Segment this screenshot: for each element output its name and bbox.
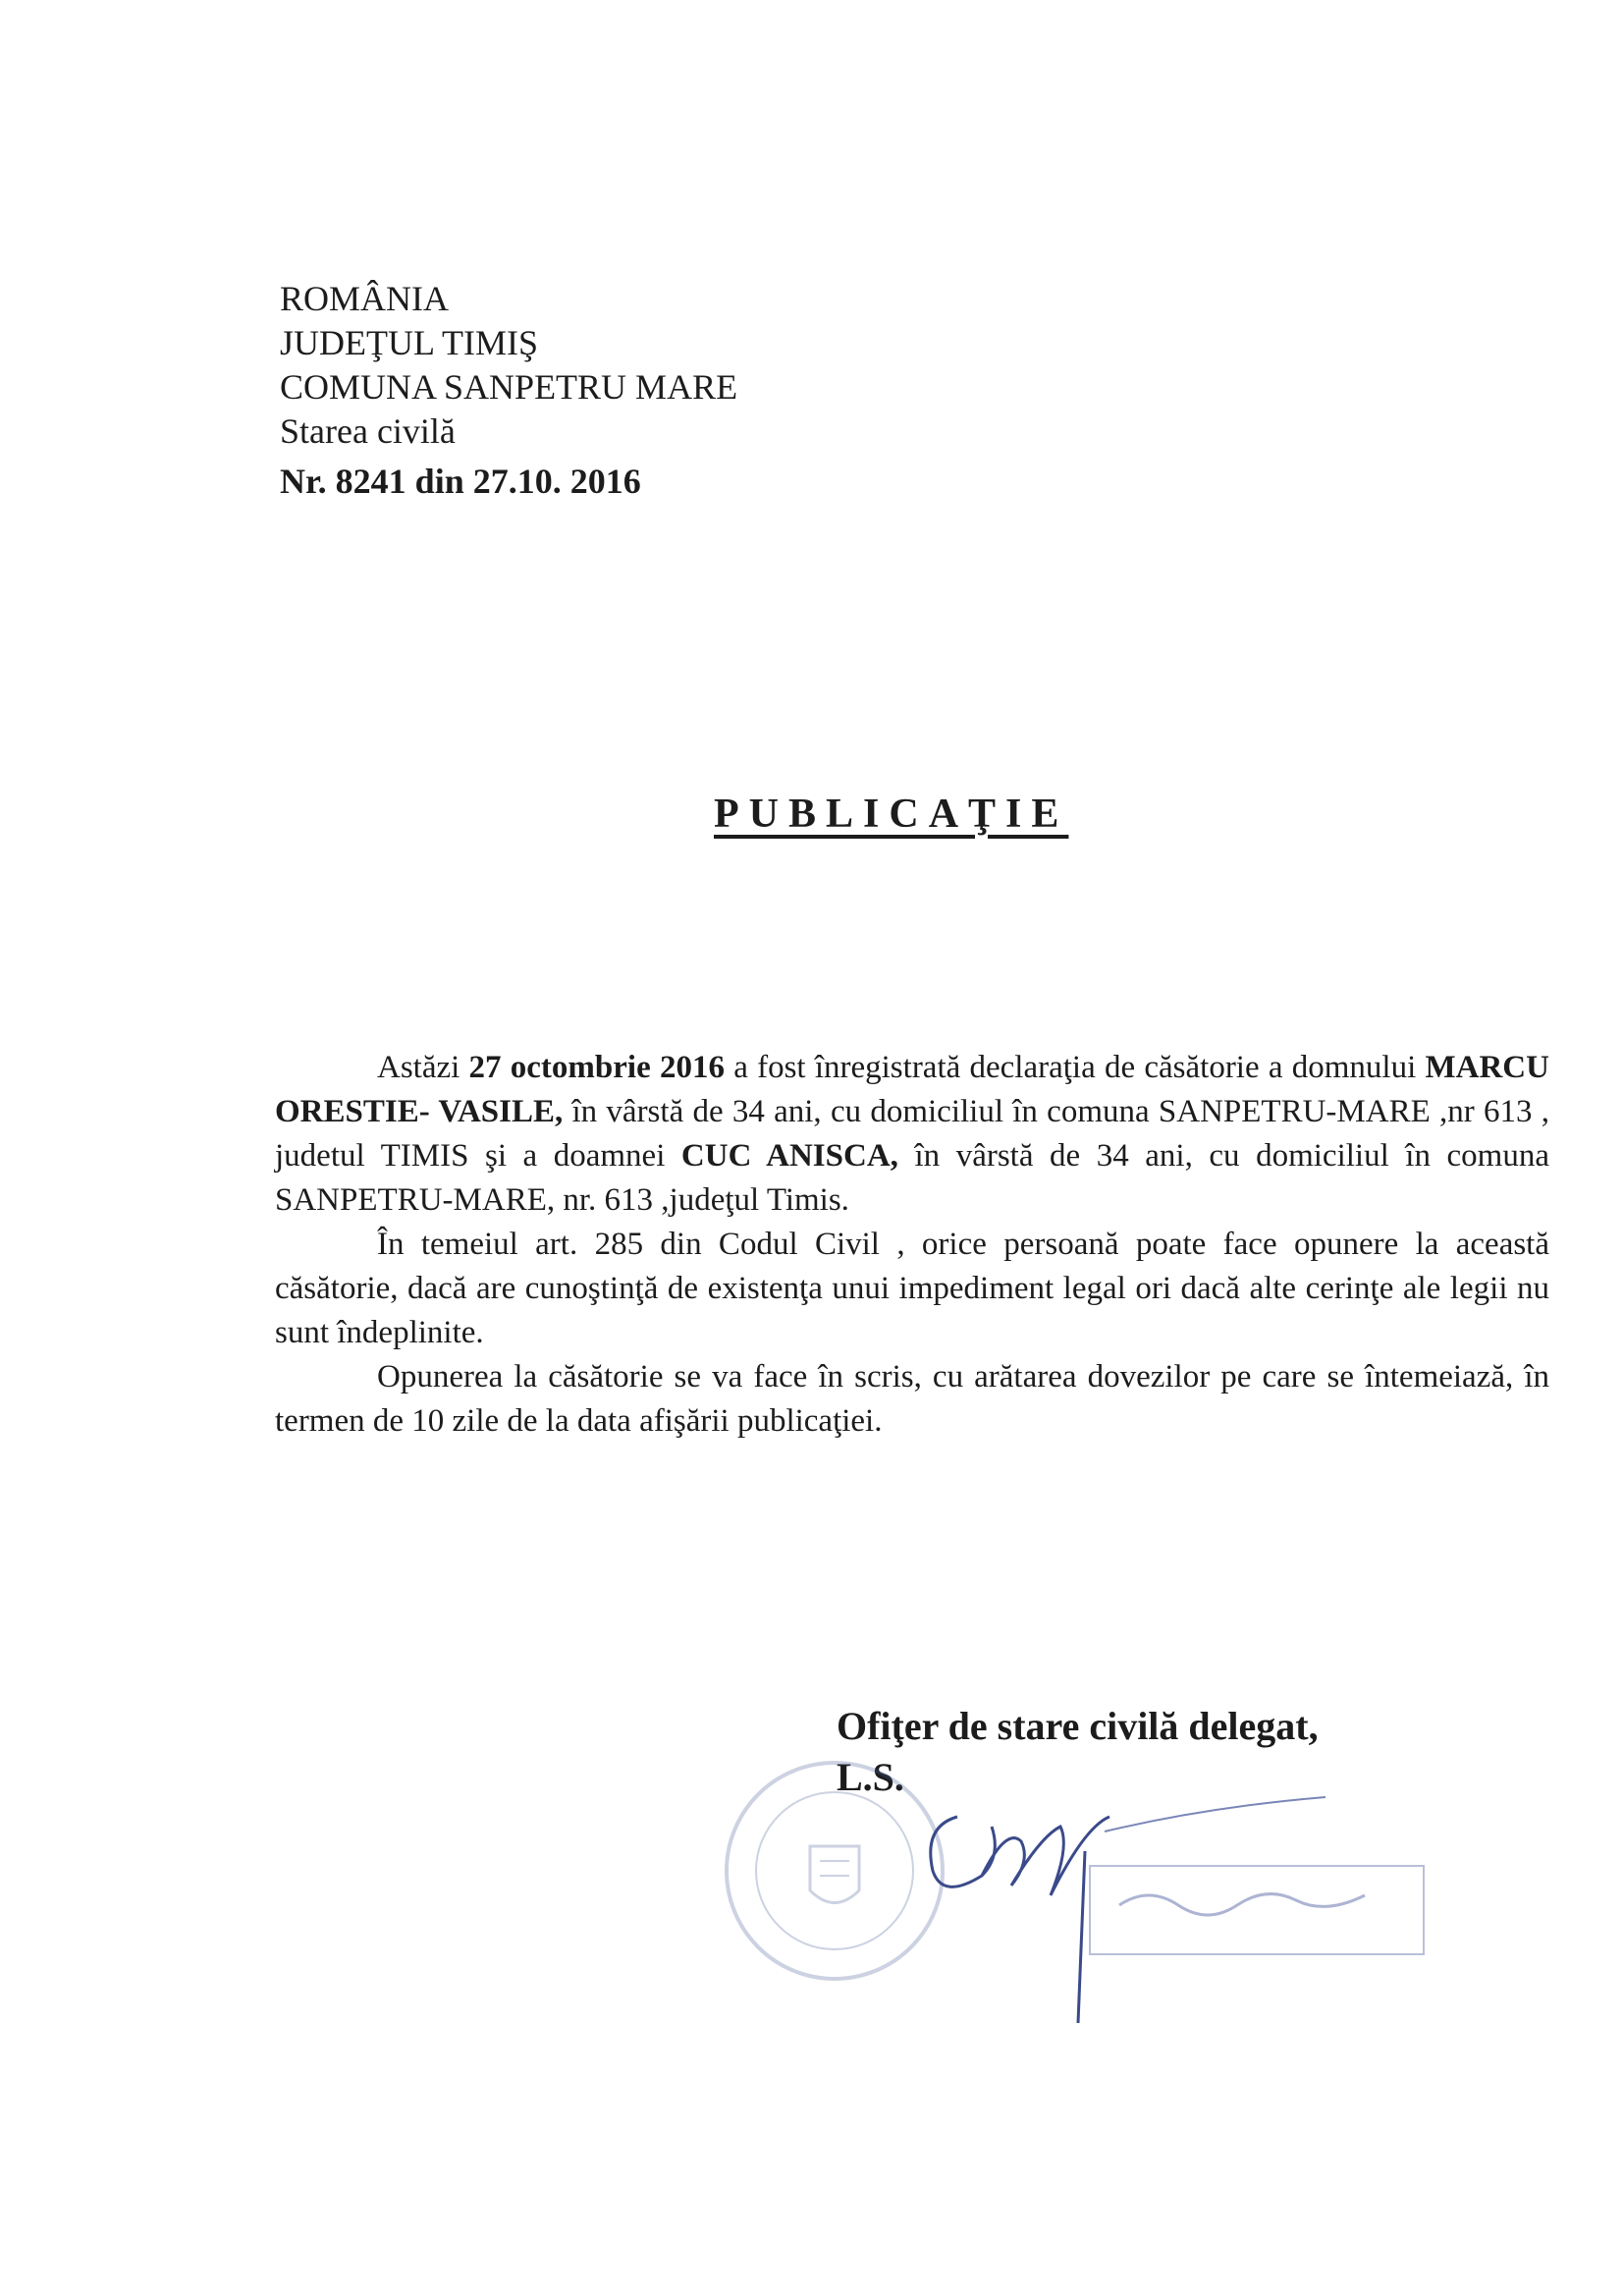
groom-name: MARCU ORESTIE- VASILE,: [275, 1050, 1549, 1129]
paragraph-opposition: Opunerea la căsătorie se va face în scris, cu arătarea dovezilor pe care se întemeiază, în termen de 10 zile de la data afişării publicaţiei.: [275, 1359, 1549, 1439]
seal-label: L.S.: [837, 1755, 904, 1799]
document-title: PUBLICAŢIE: [714, 792, 1069, 837]
header-office: Starea civilă: [280, 411, 456, 451]
declaration-date: 27 octombrie 2016: [468, 1050, 725, 1085]
bride-name: CUC ANISCA,: [680, 1138, 898, 1174]
header-country: ROMÂNIA: [280, 279, 450, 318]
header-commune: COMUNA SANPETRU MARE: [280, 367, 738, 407]
paragraph-declaration: [275, 1046, 1549, 1223]
officer-role: Ofiţer de stare civilă delegat,: [837, 1704, 1319, 1748]
paragraph1-text-2: a fost înregistrată declaraţia de căsătorie a domnului: [724, 1050, 1426, 1085]
paragraph1-text-3: în vârstă de 34 ani, cu domiciliul în comuna SANPETRU-MARE ,nr 613 , judetul TIMIS şi a doamnei: [275, 1094, 1549, 1174]
handwritten-signature: [913, 1758, 1463, 2033]
paragraph-legal-basis: În temeiul art. 285 din Codul Civil , orice persoană poate face opunere la această căsătorie, dacă are cunoştinţă de existenţa unui impediment legal ori dacă alte cerinţe ale legii nu sunt îndeplinite.: [275, 1227, 1549, 1350]
document-header: [280, 277, 737, 504]
header-county: JUDEŢUL TIMIŞ: [280, 323, 538, 362]
paragraph1-text-1: Astăzi: [377, 1050, 469, 1085]
registration-number: Nr. 8241 din 27.10. 2016: [280, 462, 641, 501]
document-body: [275, 1046, 1549, 1444]
paragraph1-text-4: în vârstă de 34 ani, cu domiciliul în comuna SANPETRU-MARE, nr. 613 ,judeţul Timis.: [275, 1138, 1549, 1218]
